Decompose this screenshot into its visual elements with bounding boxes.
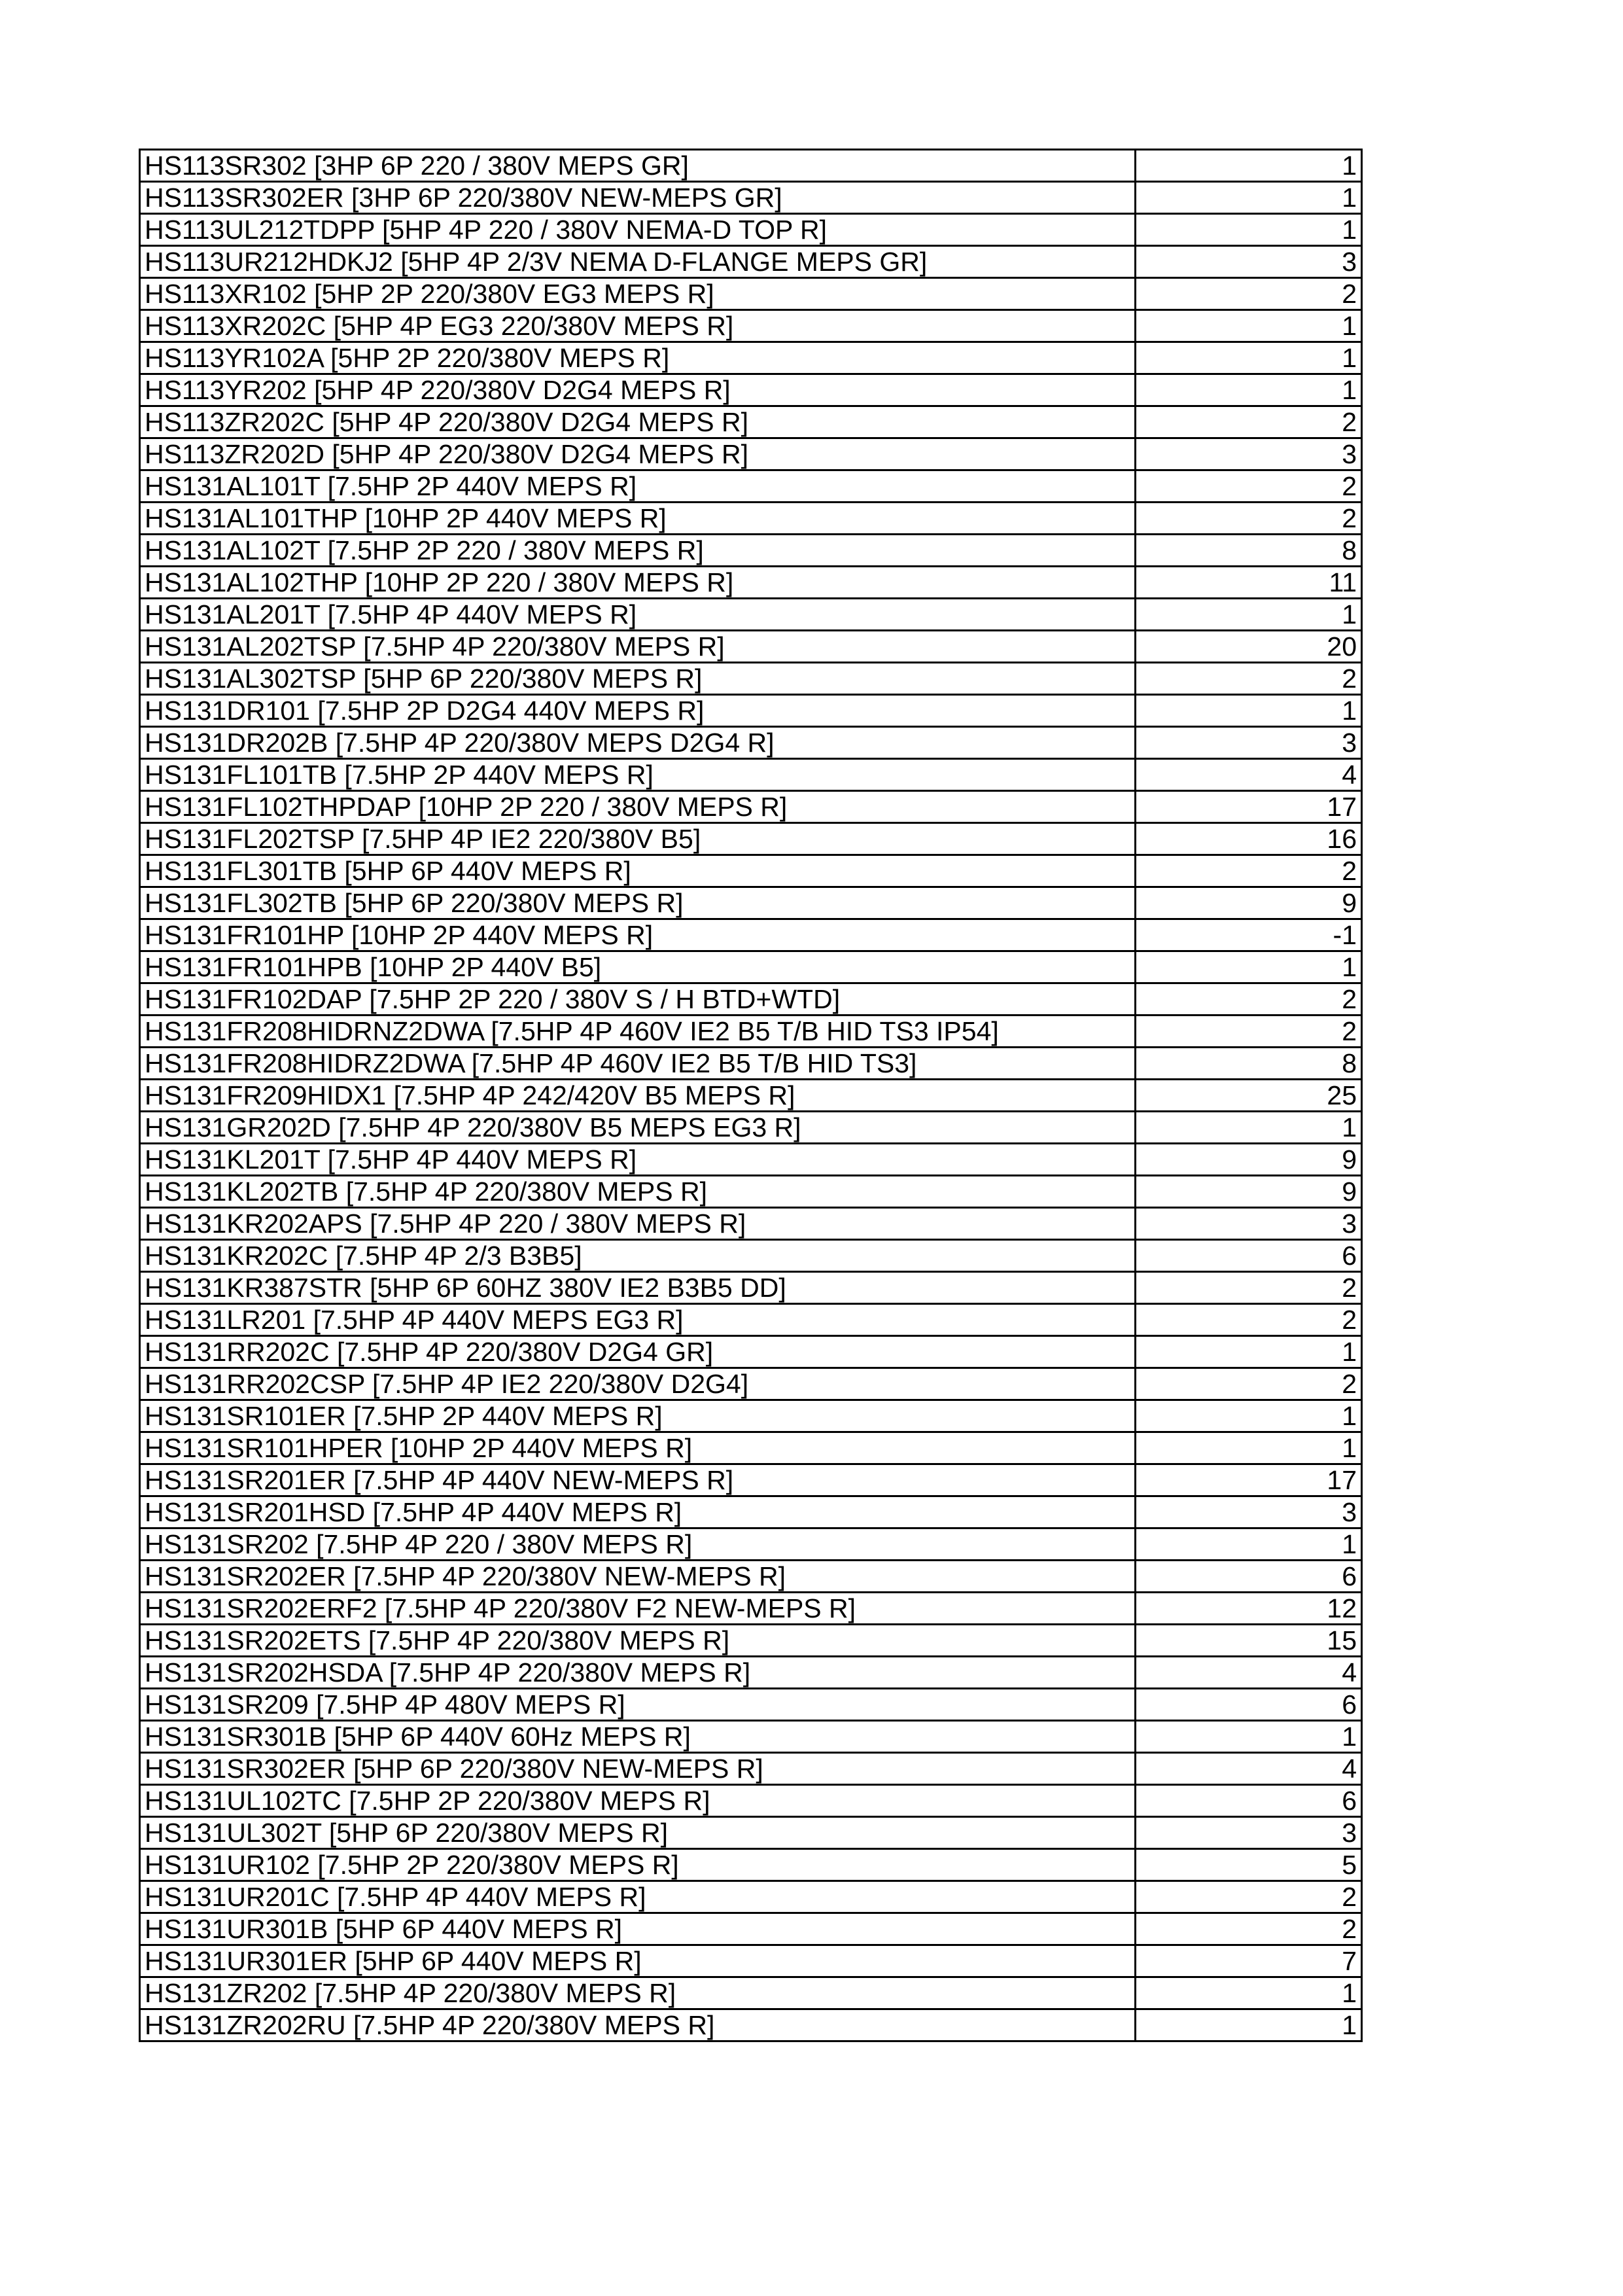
quantity-cell: 8	[1136, 535, 1362, 567]
table-row	[140, 791, 1362, 823]
quantity-cell: 2	[1136, 503, 1362, 535]
table-row	[140, 1689, 1362, 1721]
quantity-cell: 1	[1136, 214, 1362, 246]
table-row	[140, 1432, 1362, 1464]
quantity-cell: 1	[1136, 1721, 1362, 1753]
product-description-cell: HS131SR302ER [5HP 6P 220/380V NEW-MEPS R]	[140, 1753, 1136, 1785]
table-row	[140, 1080, 1362, 1112]
product-description-cell: HS113SR302 [3HP 6P 220 / 380V MEPS GR]	[140, 150, 1136, 182]
table-row	[140, 1496, 1362, 1528]
quantity-cell: 2	[1136, 1272, 1362, 1304]
product-description-cell: HS131FL301TB [5HP 6P 440V MEPS R]	[140, 855, 1136, 887]
product-description-cell: HS113XR202C [5HP 4P EG3 220/380V MEPS R]	[140, 310, 1136, 342]
quantity-cell: 2	[1136, 983, 1362, 1016]
quantity-cell: 1	[1136, 1400, 1362, 1432]
product-description-cell: HS131FR208HIDRNZ2DWA [7.5HP 4P 460V IE2 B5 T/B HID TS3 IP54]	[140, 1016, 1136, 1048]
quantity-cell: 2	[1136, 1913, 1362, 1945]
product-description-cell: HS131UR301B [5HP 6P 440V MEPS R]	[140, 1913, 1136, 1945]
quantity-cell: 16	[1136, 823, 1362, 855]
product-description-cell: HS131FR209HIDX1 [7.5HP 4P 242/420V B5 MEPS R]	[140, 1080, 1136, 1112]
table-row	[140, 1016, 1362, 1048]
product-description-cell: HS131KR387STR [5HP 6P 60HZ 380V IE2 B3B5 DD]	[140, 1272, 1136, 1304]
product-description-cell: HS131FR102DAP [7.5HP 2P 220 / 380V S / H BTD+WTD]	[140, 983, 1136, 1016]
inventory-table-body	[140, 150, 1362, 2041]
table-row	[140, 727, 1362, 759]
table-row	[140, 567, 1362, 599]
table-row	[140, 983, 1362, 1016]
quantity-cell: 1	[1136, 1528, 1362, 1561]
table-row	[140, 1112, 1362, 1144]
quantity-cell: 20	[1136, 631, 1362, 663]
table-row	[140, 1913, 1362, 1945]
product-description-cell: HS131SR201HSD [7.5HP 4P 440V MEPS R]	[140, 1496, 1136, 1528]
quantity-cell: 9	[1136, 887, 1362, 919]
quantity-cell: 2	[1136, 1881, 1362, 1913]
product-description-cell: HS131UL102TC [7.5HP 2P 220/380V MEPS R]	[140, 1785, 1136, 1817]
table-row	[140, 1561, 1362, 1593]
table-row	[140, 438, 1362, 470]
product-description-cell: HS131AL201T [7.5HP 4P 440V MEPS R]	[140, 599, 1136, 631]
product-description-cell: HS131FR208HIDRZ2DWA [7.5HP 4P 460V IE2 B5 T/B HID TS3]	[140, 1048, 1136, 1080]
table-row	[140, 887, 1362, 919]
table-row	[140, 1881, 1362, 1913]
quantity-cell: -1	[1136, 919, 1362, 951]
quantity-cell: 1	[1136, 374, 1362, 406]
table-row	[140, 1657, 1362, 1689]
inventory-sheet	[139, 149, 1361, 2042]
product-description-cell: HS131SR202 [7.5HP 4P 220 / 380V MEPS R]	[140, 1528, 1136, 1561]
table-row	[140, 663, 1362, 695]
product-description-cell: HS131FR101HP [10HP 2P 440V MEPS R]	[140, 919, 1136, 951]
table-row	[140, 1753, 1362, 1785]
quantity-cell: 1	[1136, 1977, 1362, 2009]
inventory-table	[139, 149, 1363, 2042]
product-description-cell: HS131SR101HPER [10HP 2P 440V MEPS R]	[140, 1432, 1136, 1464]
table-row	[140, 470, 1362, 503]
table-row	[140, 535, 1362, 567]
product-description-cell: HS113SR302ER [3HP 6P 220/380V NEW-MEPS GR]	[140, 182, 1136, 214]
product-description-cell: HS131FL302TB [5HP 6P 220/380V MEPS R]	[140, 887, 1136, 919]
quantity-cell: 2	[1136, 470, 1362, 503]
quantity-cell: 2	[1136, 1304, 1362, 1336]
quantity-cell: 1	[1136, 1112, 1362, 1144]
quantity-cell: 7	[1136, 1945, 1362, 1977]
product-description-cell: HS131FR101HPB [10HP 2P 440V B5]	[140, 951, 1136, 983]
quantity-cell: 5	[1136, 1849, 1362, 1881]
product-description-cell: HS131ZR202RU [7.5HP 4P 220/380V MEPS R]	[140, 2009, 1136, 2041]
quantity-cell: 4	[1136, 759, 1362, 791]
product-description-cell: HS131KR202C [7.5HP 4P 2/3 B3B5]	[140, 1240, 1136, 1272]
product-description-cell: HS131DR101 [7.5HP 2P D2G4 440V MEPS R]	[140, 695, 1136, 727]
product-description-cell: HS113YR102A [5HP 2P 220/380V MEPS R]	[140, 342, 1136, 374]
product-description-cell: HS131SR101ER [7.5HP 2P 440V MEPS R]	[140, 1400, 1136, 1432]
table-row	[140, 1304, 1362, 1336]
product-description-cell: HS113UL212TDPP [5HP 4P 220 / 380V NEMA-D TOP R]	[140, 214, 1136, 246]
table-row	[140, 759, 1362, 791]
table-row	[140, 1849, 1362, 1881]
product-description-cell: HS131FL101TB [7.5HP 2P 440V MEPS R]	[140, 759, 1136, 791]
quantity-cell: 1	[1136, 182, 1362, 214]
quantity-cell: 12	[1136, 1593, 1362, 1625]
quantity-cell: 17	[1136, 1464, 1362, 1496]
table-row	[140, 1208, 1362, 1240]
quantity-cell: 6	[1136, 1785, 1362, 1817]
product-description-cell: HS131AL101THP [10HP 2P 440V MEPS R]	[140, 503, 1136, 535]
quantity-cell: 3	[1136, 1496, 1362, 1528]
table-row	[140, 1272, 1362, 1304]
table-row	[140, 150, 1362, 182]
table-row	[140, 1336, 1362, 1368]
table-row	[140, 1464, 1362, 1496]
quantity-cell: 17	[1136, 791, 1362, 823]
table-row	[140, 1945, 1362, 1977]
product-description-cell: HS131SR202ERF2 [7.5HP 4P 220/380V F2 NEW-MEPS R]	[140, 1593, 1136, 1625]
table-row	[140, 951, 1362, 983]
table-row	[140, 631, 1362, 663]
table-row	[140, 855, 1362, 887]
table-row	[140, 1528, 1362, 1561]
product-description-cell: HS113YR202 [5HP 4P 220/380V D2G4 MEPS R]	[140, 374, 1136, 406]
table-row	[140, 1625, 1362, 1657]
quantity-cell: 6	[1136, 1240, 1362, 1272]
table-row	[140, 1368, 1362, 1400]
product-description-cell: HS131AL302TSP [5HP 6P 220/380V MEPS R]	[140, 663, 1136, 695]
quantity-cell: 6	[1136, 1689, 1362, 1721]
quantity-cell: 3	[1136, 1208, 1362, 1240]
product-description-cell: HS131SR301B [5HP 6P 440V 60Hz MEPS R]	[140, 1721, 1136, 1753]
quantity-cell: 1	[1136, 310, 1362, 342]
table-row	[140, 599, 1362, 631]
table-row	[140, 374, 1362, 406]
product-description-cell: HS131KL201T [7.5HP 4P 440V MEPS R]	[140, 1144, 1136, 1176]
quantity-cell: 11	[1136, 567, 1362, 599]
quantity-cell: 3	[1136, 438, 1362, 470]
quantity-cell: 1	[1136, 695, 1362, 727]
quantity-cell: 2	[1136, 1368, 1362, 1400]
quantity-cell: 6	[1136, 1561, 1362, 1593]
quantity-cell: 3	[1136, 246, 1362, 278]
product-description-cell: HS131UR201C [7.5HP 4P 440V MEPS R]	[140, 1881, 1136, 1913]
quantity-cell: 25	[1136, 1080, 1362, 1112]
quantity-cell: 8	[1136, 1048, 1362, 1080]
quantity-cell: 2	[1136, 406, 1362, 438]
product-description-cell: HS131GR202D [7.5HP 4P 220/380V B5 MEPS EG3 R]	[140, 1112, 1136, 1144]
quantity-cell: 2	[1136, 1016, 1362, 1048]
table-row	[140, 1048, 1362, 1080]
table-row	[140, 1176, 1362, 1208]
product-description-cell: HS113ZR202D [5HP 4P 220/380V D2G4 MEPS R]	[140, 438, 1136, 470]
product-description-cell: HS131AL202TSP [7.5HP 4P 220/380V MEPS R]	[140, 631, 1136, 663]
product-description-cell: HS113XR102 [5HP 2P 220/380V EG3 MEPS R]	[140, 278, 1136, 310]
product-description-cell: HS131KR202APS [7.5HP 4P 220 / 380V MEPS R]	[140, 1208, 1136, 1240]
product-description-cell: HS131ZR202 [7.5HP 4P 220/380V MEPS R]	[140, 1977, 1136, 2009]
product-description-cell: HS131AL102T [7.5HP 2P 220 / 380V MEPS R]	[140, 535, 1136, 567]
table-row	[140, 214, 1362, 246]
product-description-cell: HS131UR301ER [5HP 6P 440V MEPS R]	[140, 1945, 1136, 1977]
product-description-cell: HS131SR202HSDA [7.5HP 4P 220/380V MEPS R]	[140, 1657, 1136, 1689]
product-description-cell: HS131RR202C [7.5HP 4P 220/380V D2G4 GR]	[140, 1336, 1136, 1368]
table-row	[140, 278, 1362, 310]
quantity-cell: 3	[1136, 1817, 1362, 1849]
quantity-cell: 9	[1136, 1144, 1362, 1176]
product-description-cell: HS131UR102 [7.5HP 2P 220/380V MEPS R]	[140, 1849, 1136, 1881]
product-description-cell: HS131SR201ER [7.5HP 4P 440V NEW-MEPS R]	[140, 1464, 1136, 1496]
quantity-cell: 2	[1136, 663, 1362, 695]
quantity-cell: 1	[1136, 1432, 1362, 1464]
product-description-cell: HS131SR202ETS [7.5HP 4P 220/380V MEPS R]	[140, 1625, 1136, 1657]
product-description-cell: HS131KL202TB [7.5HP 4P 220/380V MEPS R]	[140, 1176, 1136, 1208]
product-description-cell: HS131RR202CSP [7.5HP 4P IE2 220/380V D2G4]	[140, 1368, 1136, 1400]
table-row	[140, 503, 1362, 535]
product-description-cell: HS131SR209 [7.5HP 4P 480V MEPS R]	[140, 1689, 1136, 1721]
quantity-cell: 1	[1136, 2009, 1362, 2041]
table-row	[140, 1240, 1362, 1272]
product-description-cell: HS113ZR202C [5HP 4P 220/380V D2G4 MEPS R]	[140, 406, 1136, 438]
table-row	[140, 310, 1362, 342]
table-row	[140, 406, 1362, 438]
product-description-cell: HS131AL101T [7.5HP 2P 440V MEPS R]	[140, 470, 1136, 503]
table-row	[140, 1785, 1362, 1817]
table-row	[140, 1977, 1362, 2009]
table-row	[140, 695, 1362, 727]
product-description-cell: HS131AL102THP [10HP 2P 220 / 380V MEPS R]	[140, 567, 1136, 599]
product-description-cell: HS131UL302T [5HP 6P 220/380V MEPS R]	[140, 1817, 1136, 1849]
quantity-cell: 15	[1136, 1625, 1362, 1657]
table-row	[140, 246, 1362, 278]
table-row	[140, 1721, 1362, 1753]
product-description-cell: HS131FL202TSP [7.5HP 4P IE2 220/380V B5]	[140, 823, 1136, 855]
table-row	[140, 342, 1362, 374]
table-row	[140, 919, 1362, 951]
table-row	[140, 823, 1362, 855]
table-row	[140, 1400, 1362, 1432]
quantity-cell: 1	[1136, 599, 1362, 631]
quantity-cell: 1	[1136, 951, 1362, 983]
table-row	[140, 2009, 1362, 2041]
quantity-cell: 4	[1136, 1657, 1362, 1689]
quantity-cell: 2	[1136, 278, 1362, 310]
product-description-cell: HS131LR201 [7.5HP 4P 440V MEPS EG3 R]	[140, 1304, 1136, 1336]
table-row	[140, 1144, 1362, 1176]
quantity-cell: 4	[1136, 1753, 1362, 1785]
quantity-cell: 1	[1136, 150, 1362, 182]
table-row	[140, 1593, 1362, 1625]
product-description-cell: HS113UR212HDKJ2 [5HP 4P 2/3V NEMA D-FLANGE MEPS GR]	[140, 246, 1136, 278]
quantity-cell: 3	[1136, 727, 1362, 759]
quantity-cell: 9	[1136, 1176, 1362, 1208]
product-description-cell: HS131DR202B [7.5HP 4P 220/380V MEPS D2G4 R]	[140, 727, 1136, 759]
table-row	[140, 182, 1362, 214]
quantity-cell: 1	[1136, 1336, 1362, 1368]
table-row	[140, 1817, 1362, 1849]
quantity-cell: 2	[1136, 855, 1362, 887]
quantity-cell: 1	[1136, 342, 1362, 374]
product-description-cell: HS131FL102THPDAP [10HP 2P 220 / 380V MEPS R]	[140, 791, 1136, 823]
product-description-cell: HS131SR202ER [7.5HP 4P 220/380V NEW-MEPS R]	[140, 1561, 1136, 1593]
